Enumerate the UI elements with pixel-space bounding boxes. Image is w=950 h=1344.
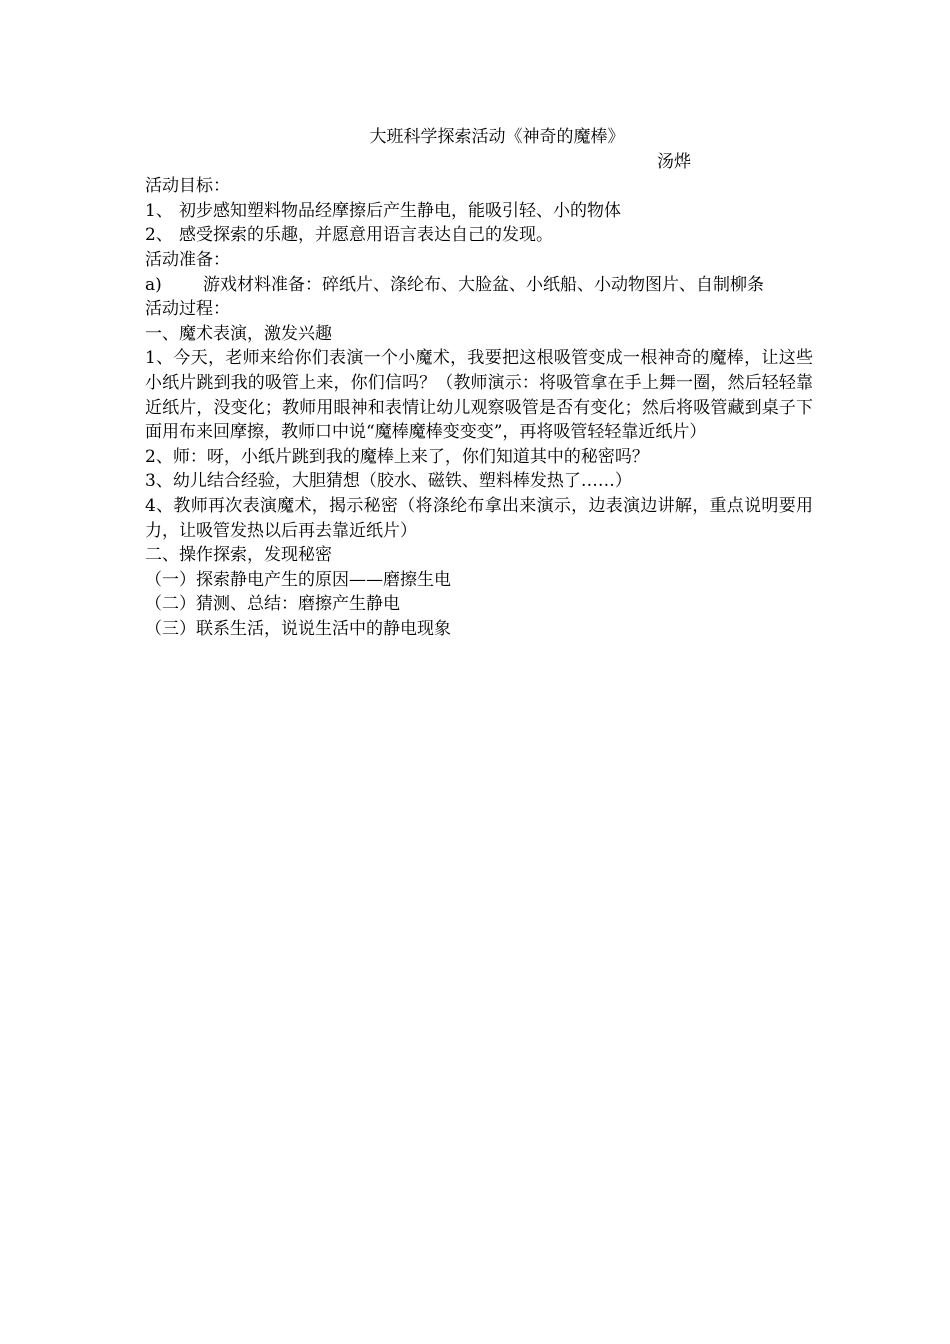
process-heading: 活动过程： (145, 299, 230, 320)
goal-marker: 1、 (145, 200, 173, 221)
process-item: 2、师：呀，小纸片跳到我的魔棒上来了，你们知道其中的秘密吗？ (145, 446, 649, 467)
goal-text: 初步感知塑料物品经摩擦后产生静电，能吸引轻、小的物体 (179, 200, 621, 221)
process-item: 1、今天，老师来给你们表演一个小魔术，我要把这根吸管变成一根神奇的魔棒，让这些小纸片跳到我的吸管上来，你们信吗？（教师演示：将吸管拿在手上舞一圈，然后轻轻靠近纸片，没变化；教师用眼神和表情让幼儿观察吸管是否有变化；然后将吸管藏到桌子下面用布来回摩擦，教师口中说“魔棒魔棒变变变”，再将吸管轻轻靠近纸片） (145, 348, 813, 443)
section-heading: 二、操作探索，发现秘密 (145, 545, 332, 566)
document-title: 大班科学探索活动《神奇的魔棒》 (369, 127, 625, 147)
process-subitem: （一）探索静电产生的原因——磨擦生电 (145, 569, 451, 590)
goal-item (145, 199, 813, 224)
goal-text: 感受探索的乐趣，并愿意用语言表达自己的发现。 (179, 225, 553, 246)
goal-marker: 2、 (145, 225, 173, 246)
prep-heading: 活动准备： (145, 249, 230, 270)
document-body (145, 125, 813, 641)
prep-text: 游戏材料准备：碎纸片、涤纶布、大脸盆、小纸船、小动物图片、自制柳条 (203, 274, 764, 295)
process-item: 3、幼儿结合经验，大胆猜想（胶水、磁铁、塑料棒发热了……） (145, 471, 632, 492)
process-item: 4、教师再次表演魔术，揭示秘密（将涤纶布拿出来演示，边表演边讲解，重点说明要用力，让吸管发热以后再去靠近纸片） (145, 495, 813, 541)
process-subitem: （二）猜测、总结：磨擦产生静电 (145, 594, 400, 615)
goal-item (145, 223, 813, 248)
section-heading: 一、魔术表演，激发兴趣 (145, 323, 332, 344)
prep-marker: a) (145, 274, 162, 295)
goals-heading: 活动目标： (145, 176, 230, 197)
prep-item (145, 273, 813, 298)
document-author: 汤烨 (657, 151, 691, 172)
process-subitem: （三）联系生活，说说生活中的静电现象 (145, 618, 451, 639)
